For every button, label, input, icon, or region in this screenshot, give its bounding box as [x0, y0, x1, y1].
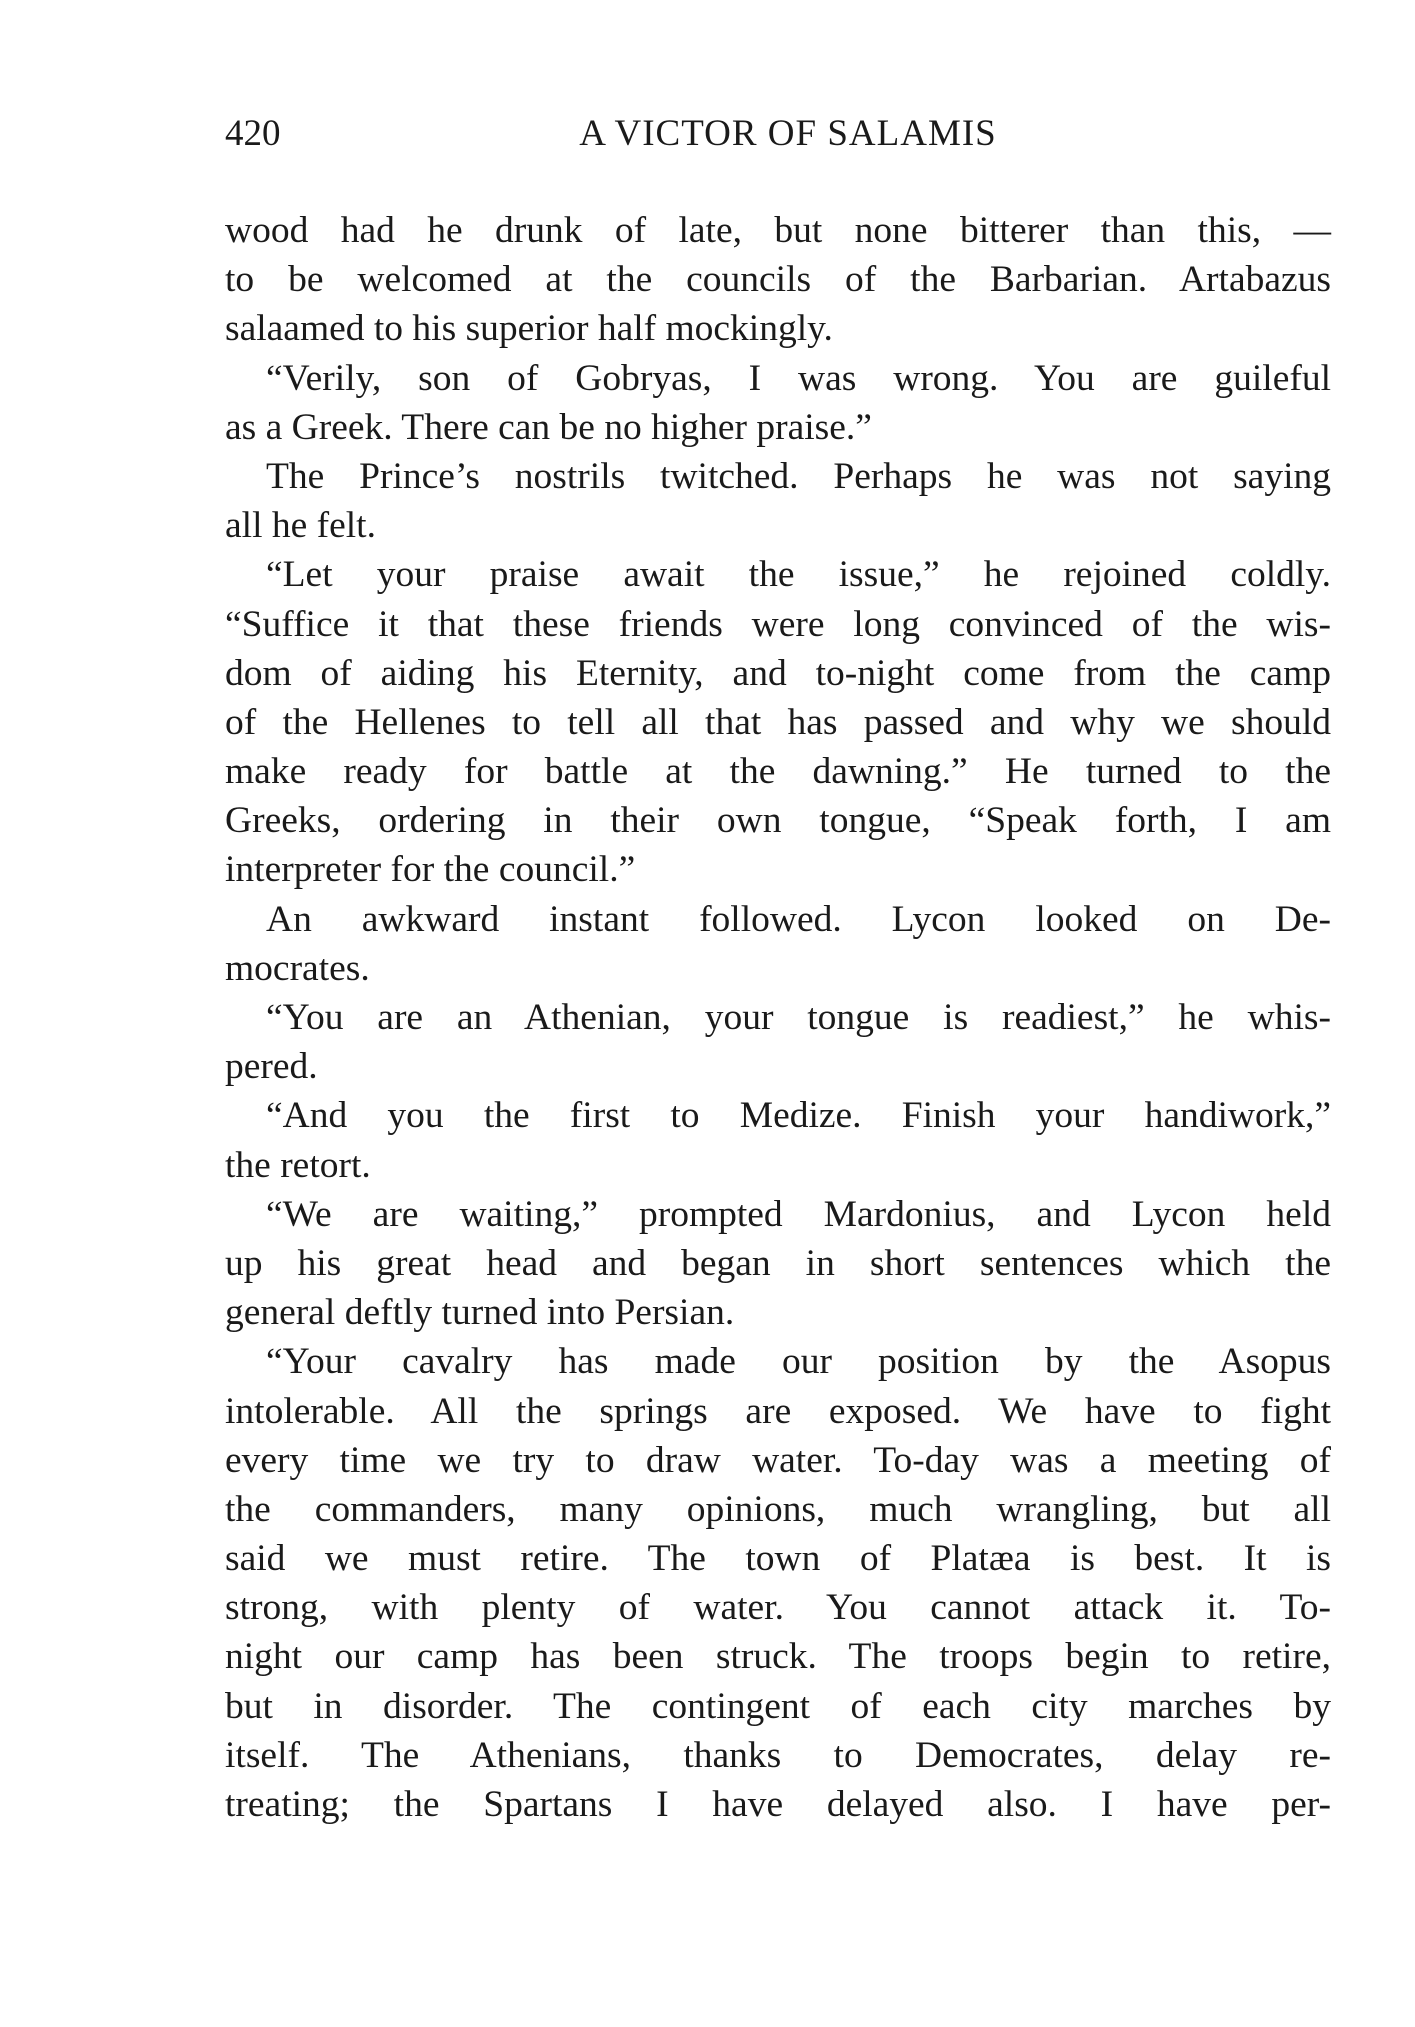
text-line: the commanders, many opinions, much wrangling, but all — [225, 1488, 1331, 1530]
text-line: “Your cavalry has made our position by the Asopus — [266, 1341, 1331, 1383]
text-line: up his great head and began in short sentences which the — [225, 1242, 1331, 1284]
text-line: “You are an Athenian, your tongue is readiest,” he whis- — [266, 997, 1331, 1038]
text-line: make ready for battle at the dawning.” He turned to the — [225, 751, 1331, 793]
text-line: An awkward instant followed. Lycon looked on De- — [266, 898, 1331, 940]
text-line: Greeks, ordering in their own tongue, “Speak forth, I am — [225, 800, 1331, 842]
text-line: general deftly turned into Persian. — [225, 1292, 735, 1334]
text-line: intolerable. All the springs are exposed. We have to fight — [225, 1390, 1331, 1432]
text-line: interpreter for the council.” — [225, 849, 636, 891]
text-line: of the Hellenes to tell all that has passed and why we should — [225, 701, 1331, 743]
text-line: “Let your praise await the issue,” he rejoined coldly. — [266, 554, 1331, 596]
text-line: the retort. — [225, 1144, 371, 1186]
text-line: said we must retire. The town of Platæa is best. It is — [225, 1538, 1331, 1580]
text-line: “Verily, son of Gobryas, I was wrong. You are guileful — [266, 357, 1331, 399]
text-line: itself. The Athenians, thanks to Democrates, delay re- — [225, 1734, 1331, 1776]
text-line: salaamed to his superior half mockingly. — [225, 308, 833, 350]
body-text — [225, 206, 1331, 1829]
page-number: 420 — [225, 113, 281, 154]
text-line: as a Greek. There can be no higher praise.” — [225, 406, 872, 448]
text-line: to be welcomed at the councils of the Barbarian. Artabazus — [225, 259, 1331, 301]
text-line: treating; the Spartans I have delayed also. I have per- — [225, 1784, 1331, 1825]
text-line: wood had he drunk of late, but none bitterer than this, — — [225, 210, 1331, 251]
running-header — [225, 112, 1331, 162]
text-line: The Prince’s nostrils twitched. Perhaps he was not saying — [266, 455, 1331, 497]
text-line: pered. — [225, 1046, 318, 1088]
text-line: “Suffice it that these friends were long convinced of the wis- — [225, 603, 1331, 645]
text-line: “We are waiting,” prompted Mardonius, and Lycon held — [266, 1193, 1331, 1235]
text-line: but in disorder. The contingent of each city marches by — [225, 1685, 1331, 1727]
text-line: night our camp has been struck. The troops begin to retire, — [225, 1636, 1331, 1678]
text-line: all he felt. — [225, 505, 376, 547]
text-line: mocrates. — [225, 947, 370, 989]
text-line: “And you the first to Medize. Finish your handiwork,” — [266, 1095, 1331, 1137]
running-title: A VICTOR OF SALAMIS — [579, 113, 997, 154]
text-line: dom of aiding his Eternity, and to-night come from the camp — [225, 652, 1331, 694]
text-line: strong, with plenty of water. You cannot attack it. To- — [225, 1587, 1331, 1629]
text-line: every time we try to draw water. To-day was a meeting of — [225, 1439, 1331, 1481]
